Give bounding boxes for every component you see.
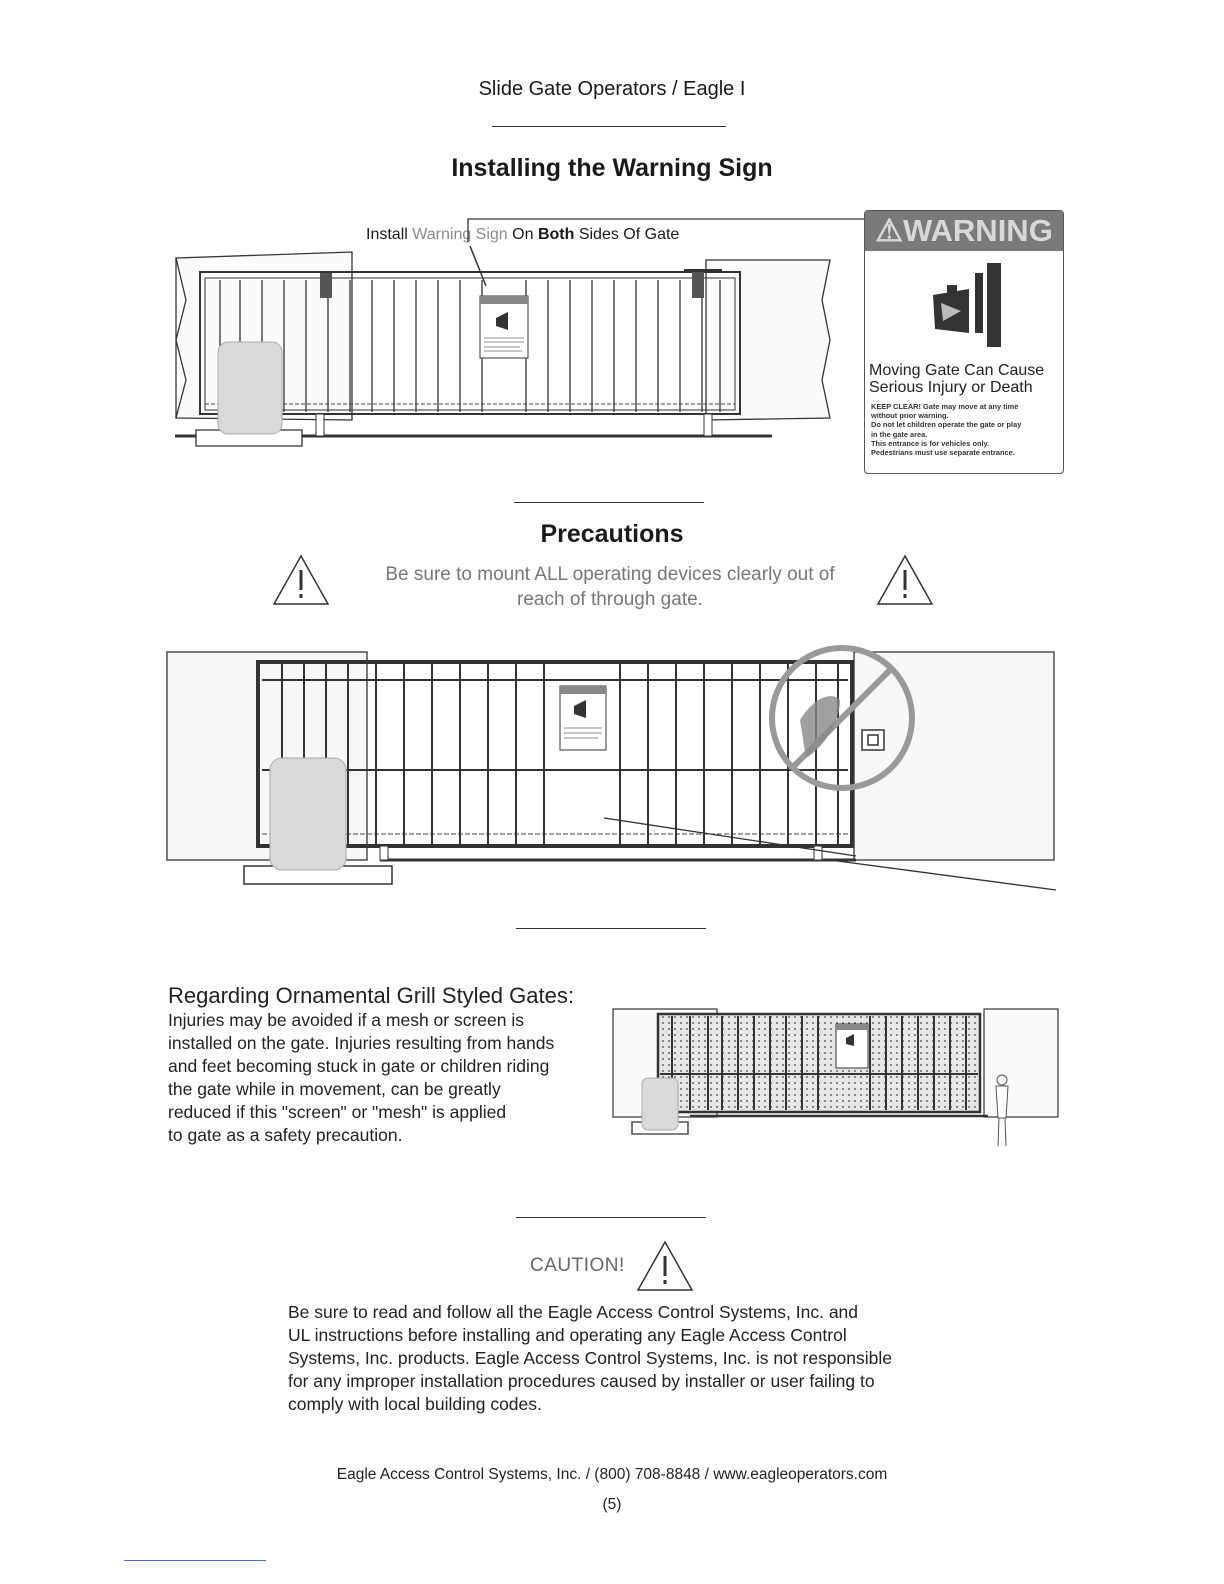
caution-line: UL instructions before installing and operating any Eagle Access Control <box>288 1325 847 1345</box>
label-part: On <box>507 226 538 243</box>
warning-line: KEEP CLEAR! Gate may move at any time <box>871 402 1019 411</box>
ornamental-line: Injuries may be avoided if a mesh or screen is <box>168 1010 524 1030</box>
label-part-warning: Warning Sign <box>412 226 508 243</box>
section-title-install: Installing the Warning Sign <box>451 154 773 182</box>
label-part-both: Both <box>537 226 575 243</box>
ornamental-line: reduced if this "screen" or "mesh" is applied <box>168 1102 507 1122</box>
caution-line: comply with local building codes. <box>288 1394 542 1414</box>
page-number: (5) <box>602 1496 622 1513</box>
ornamental-line: and feet becoming stuck in gate or children riding <box>168 1056 550 1076</box>
warning-heading-line-2: Serious Injury or Death <box>869 379 1033 396</box>
ornamental-title: Regarding Ornamental Grill Styled Gates: <box>168 983 574 1008</box>
ornamental-line: installed on the gate. Injuries resulting from hands <box>168 1033 555 1053</box>
caution-line: Be sure to read and follow all the Eagle Access Control Systems, Inc. and <box>288 1302 859 1322</box>
warning-line: in the gate area. <box>871 429 928 439</box>
caution-triangle-icon <box>636 1238 696 1294</box>
section-title-precautions: Precautions <box>540 520 684 548</box>
warning-line: This entrance is for vehicles only. <box>871 438 990 448</box>
warning-triangle-icon: ⚠ <box>875 213 903 248</box>
page-header-title: Slide Gate Operators / Eagle I <box>478 78 746 100</box>
warning-line: Do not let children operate the gate or play <box>871 420 1022 430</box>
ornamental-line: the gate while in movement, can be greatly <box>168 1079 501 1099</box>
label-part: Install <box>366 226 413 243</box>
label-part: Sides Of Gate <box>574 226 680 243</box>
precaution-line-1: Be sure to mount ALL operating devices clearly out of <box>385 564 835 585</box>
warning-banner-text: WARNING <box>902 213 1053 248</box>
caution-body <box>288 1301 988 1416</box>
warning-line: Pedestrians must use separate entrance. <box>871 448 1015 458</box>
bottom-divider <box>124 1560 266 1561</box>
ornamental-line: to gate as a safety precaution. <box>168 1125 403 1145</box>
precaution-line-2: reach of through gate. <box>517 589 703 610</box>
caution-line: for any improper installation procedures caused by installer or user failing to <box>288 1371 875 1391</box>
footer-contact: Eagle Access Control Systems, Inc. / (800) 708-8848 / www.eagleoperators.com <box>336 1466 888 1483</box>
caution-label: CAUTION! <box>530 1255 625 1276</box>
warning-line: without prior warning. <box>871 411 949 421</box>
caution-line: Systems, Inc. products. Eagle Access Control Systems, Inc. is not responsible <box>288 1348 893 1368</box>
divider <box>516 1217 706 1218</box>
warning-heading-line-1: Moving Gate Can Cause <box>869 362 1045 379</box>
